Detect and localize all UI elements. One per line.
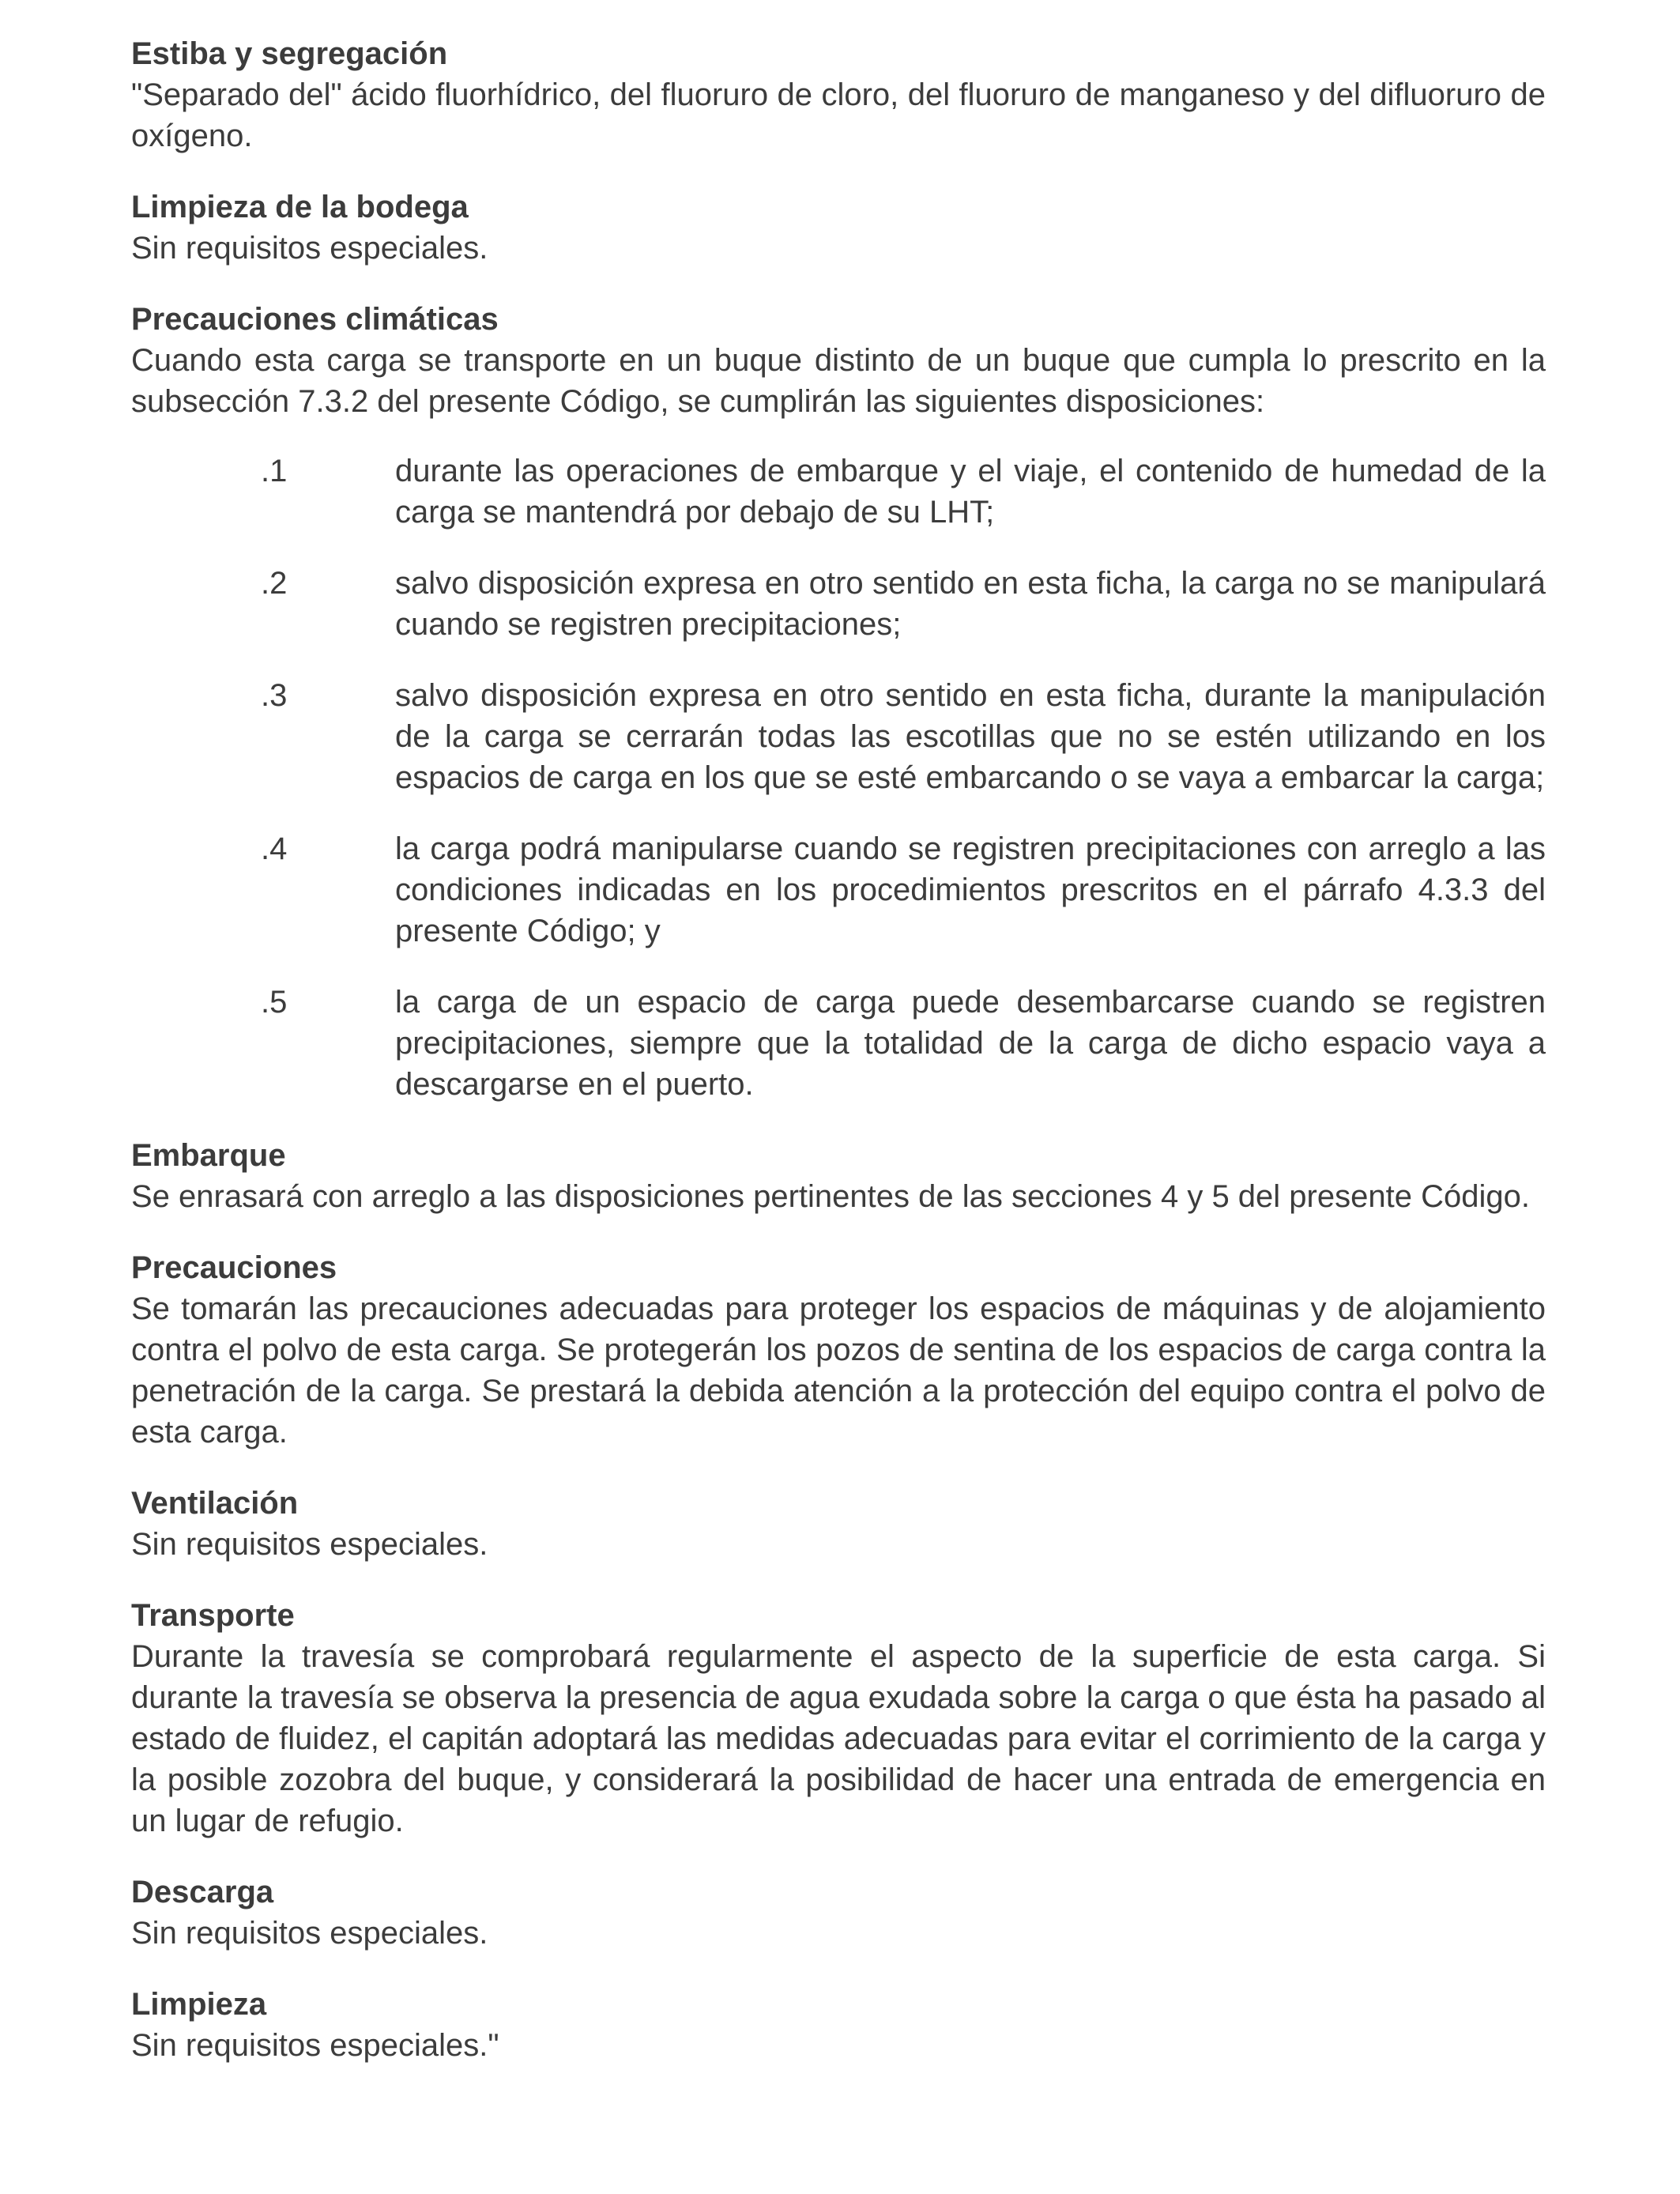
list-item [131, 828, 1546, 952]
section-text: Durante la travesía se comprobará regularmente el aspecto de la superficie de esta carga. Si durante la travesía se observa la presencia de agua exudada sobre la carga o que ésta ha pasado al estado de fluidez, el capitán adoptará las medidas adecuadas para evitar el corrimiento de la carga y la posible zozobra del buque, y considerará la posibilidad de hacer una entrada de emergencia en un lugar de refugio. [131, 1639, 1546, 1838]
list-item-number: .4 [261, 831, 288, 866]
section-heading: Ventilación [131, 1486, 299, 1521]
list-item-text: la carga de un espacio de carga puede desembarcarse cuando se registren precipitaciones, siempre que la totalidad de la carga de dicho espacio vaya a descargarse en el puerto. [395, 985, 1546, 1102]
list-item-number: .1 [261, 454, 288, 488]
section-descarga [131, 1872, 1546, 1954]
section-embarque [131, 1135, 1546, 1217]
list-item-number: .3 [261, 678, 288, 713]
section-limpieza [131, 1984, 1546, 2066]
section-precauciones [131, 1247, 1546, 1453]
list-item-text: salvo disposición expresa en otro sentido en esta ficha, la carga no se manipulará cuando se registren precipitaciones; [395, 566, 1546, 642]
numbered-list [131, 450, 1546, 1105]
list-item [131, 675, 1546, 798]
list-item [131, 450, 1546, 533]
section-transporte [131, 1595, 1546, 1842]
section-limpieza-bodega [131, 187, 1546, 269]
section-text: "Separado del" ácido fluorhídrico, del fluoruro de cloro, del fluoruro de manganeso y del difluoruro de oxígeno. [131, 77, 1546, 153]
list-item-text: la carga podrá manipularse cuando se registren precipitaciones con arreglo a las condiciones indicadas en los procedimientos prescritos en el párrafo 4.3.3 del presente Código; y [395, 831, 1546, 948]
list-item-text: durante las operaciones de embarque y el viaje, el contenido de humedad de la carga se mantendrá por debajo de su LHT; [395, 454, 1546, 530]
section-text: Sin requisitos especiales. [131, 1527, 488, 1562]
section-text: Cuando esta carga se transporte en un buque distinto de un buque que cumpla lo prescrito en la subsección 7.3.2 del presente Código, se cumplirán las siguientes disposiciones: [131, 343, 1546, 419]
list-item-number: .2 [261, 566, 288, 601]
section-text: Sin requisitos especiales. [131, 231, 488, 266]
section-text: Sin requisitos especiales. [131, 1916, 488, 1951]
section-heading: Limpieza de la bodega [131, 190, 469, 224]
section-text: Sin requisitos especiales." [131, 2028, 499, 2063]
list-item [131, 982, 1546, 1105]
list-item-number: .5 [261, 985, 288, 1020]
document-page [131, 33, 1546, 2096]
list-item-text: salvo disposición expresa en otro sentido en esta ficha, durante la manipulación de la carga se cerrarán todas las escotillas que no se estén utilizando en los espacios de carga en los que se esté embarcando o se vaya a embarcar la carga; [395, 678, 1546, 795]
section-heading: Transporte [131, 1598, 295, 1633]
section-heading: Precauciones climáticas [131, 302, 499, 337]
section-text: Se tomarán las precauciones adecuadas para proteger los espacios de máquinas y de alojamiento contra el polvo de esta carga. Se protegerán los pozos de sentina de los espacios de carga contra la penetración de la carga. Se prestará la debida atención a la protección del equipo contra el polvo de esta carga. [131, 1291, 1546, 1449]
section-ventilacion [131, 1483, 1546, 1565]
section-text: Se enrasará con arreglo a las disposiciones pertinentes de las secciones 4 y 5 del presente Código. [131, 1179, 1530, 1214]
section-heading: Limpieza [131, 1987, 267, 2022]
section-heading: Precauciones [131, 1250, 337, 1285]
section-heading: Descarga [131, 1875, 274, 1909]
section-heading: Estiba y segregación [131, 36, 448, 71]
list-item [131, 563, 1546, 645]
section-heading: Embarque [131, 1138, 286, 1173]
section-estiba [131, 33, 1546, 156]
section-precauciones-climaticas [131, 299, 1546, 1105]
